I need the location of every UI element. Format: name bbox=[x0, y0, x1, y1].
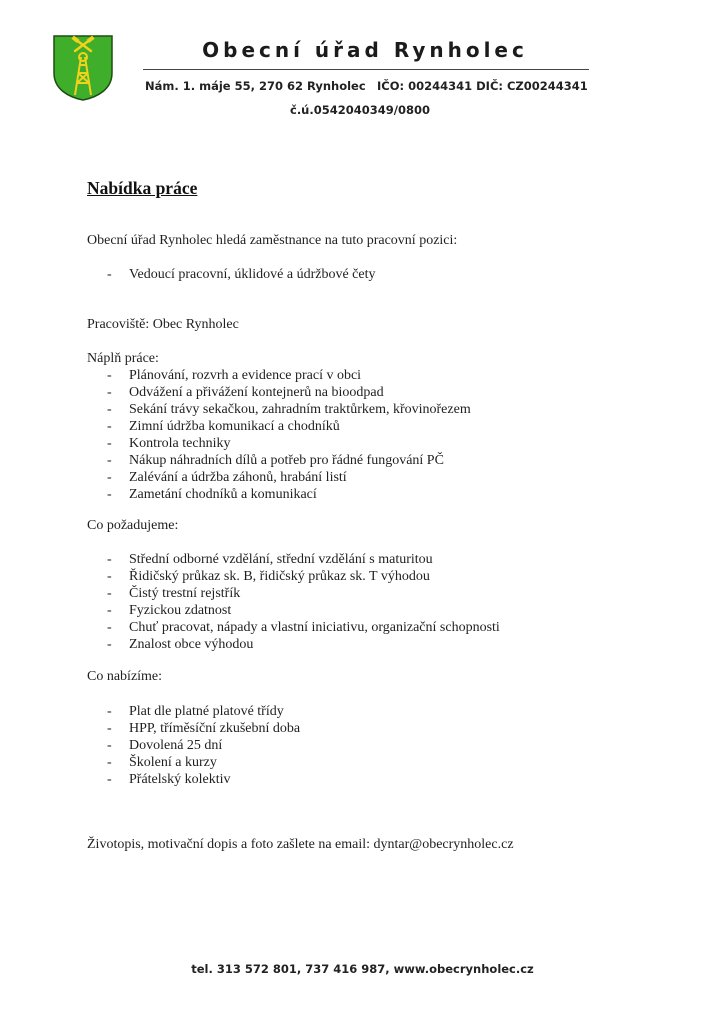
list-item: - Zalévání a údržba záhonů, hrabání listí bbox=[87, 469, 471, 486]
list-item: - Plat dle platné platové třídy bbox=[87, 703, 300, 720]
requirements-list bbox=[87, 551, 500, 653]
footer-contact: tel. 313 572 801, 737 416 987, www.obecrynholec.cz bbox=[191, 962, 534, 976]
list-item: - Zametání chodníků a komunikací bbox=[87, 486, 471, 503]
duties-title: Náplň práce: bbox=[87, 351, 159, 366]
intro-text: Obecní úřad Rynholec hledá zaměstnance na tuto pracovní pozici: bbox=[87, 233, 458, 248]
offer-title: Co nabízíme: bbox=[87, 669, 163, 684]
contact-text: Životopis, motivační dopis a foto zašlete na email: dyntar@obecrynholec.cz bbox=[87, 837, 514, 852]
list-item: - Střední odborné vzdělání, střední vzdělání s maturitou bbox=[87, 551, 500, 568]
offer-list bbox=[87, 703, 300, 788]
list-item: - Chuť pracovat, nápady a vlastní iniciativu, organizační schopnosti bbox=[87, 619, 500, 636]
list-item: - Odvážení a přivážení kontejnerů na bioodpad bbox=[87, 384, 471, 401]
list-item: - Fyzickou zdatnost bbox=[87, 602, 500, 619]
workplace-text: Pracoviště: Obec Rynholec bbox=[87, 317, 239, 332]
list-item: - Čistý trestní rejstřík bbox=[87, 585, 500, 602]
list-item: - Plánování, rozvrh a evidence prací v obci bbox=[87, 367, 471, 384]
list-item: - Zimní údržba komunikací a chodníků bbox=[87, 418, 471, 435]
coat-of-arms-logo bbox=[53, 35, 113, 101]
header-rule bbox=[143, 69, 589, 70]
list-item: - Kontrola techniky bbox=[87, 435, 471, 452]
office-bank-account: č.ú.0542040349/0800 bbox=[290, 103, 430, 117]
office-ico-dic: IČO: 00244341 DIČ: CZ00244341 bbox=[377, 79, 588, 93]
list-item: - Znalost obce výhodou bbox=[87, 636, 500, 653]
list-item: - Vedoucí pracovní, úklidové a údržbové čety bbox=[87, 266, 375, 283]
office-address: Nám. 1. máje 55, 270 62 Rynholec bbox=[145, 79, 366, 93]
requirements-title: Co požadujeme: bbox=[87, 518, 179, 533]
list-item: - Dovolená 25 dní bbox=[87, 737, 300, 754]
list-item: - Nákup náhradních dílů a potřeb pro řádné fungování PČ bbox=[87, 452, 471, 469]
office-title: Obecní úřad Rynholec bbox=[202, 38, 528, 62]
position-list bbox=[87, 266, 375, 283]
list-item: - HPP, tříměsíční zkušební doba bbox=[87, 720, 300, 737]
list-item: - Řidičský průkaz sk. B, řidičský průkaz sk. T výhodou bbox=[87, 568, 500, 585]
list-item: - Školení a kurzy bbox=[87, 754, 300, 771]
duties-list bbox=[87, 367, 471, 503]
list-item: - Přátelský kolektiv bbox=[87, 771, 300, 788]
document-heading: Nabídka práce bbox=[87, 178, 198, 198]
list-item: - Sekání trávy sekačkou, zahradním traktůrkem, křovinořezem bbox=[87, 401, 471, 418]
